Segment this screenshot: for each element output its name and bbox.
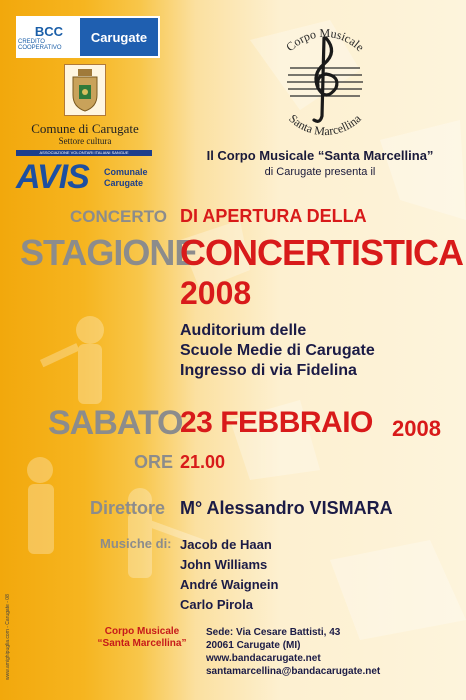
composer-item: Jacob de Haan [180,537,272,552]
bcc-sub-text: CREDITO COOPERATIVO [18,38,62,51]
intro-line-1: Il Corpo Musicale “Santa Marcellina” [206,148,434,163]
avis-logo: AVIS [16,158,89,196]
treble-clef-icon [260,18,390,143]
side-credit: www.amighipuglia.com - Carugate - 08 [5,594,11,680]
time: 21.00 [180,452,226,472]
day-label: SABATO [48,404,183,442]
footer-contacts [206,626,380,678]
direttore-label: Direttore [90,498,166,518]
headline-stagione: STAGIONE [20,232,198,273]
composer-list [180,535,278,615]
logo-top-text: Corpo Musicale [283,25,368,55]
headline-concertistica: CONCERTISTICA [180,232,463,273]
footer-city: 20061 Carugate (MI) [206,640,301,651]
composer-item: Carlo Pirola [180,597,253,612]
venue-line-2: Scuole Medie di Carugate [180,342,375,359]
avis-place: Carugate [104,178,144,188]
direttore-name: M° Alessandro VISMARA [180,498,393,518]
date-main: 23 FEBBRAIO [180,406,373,439]
avis-comunale-label: Comunale [104,167,148,177]
avis-bar: ASSOCIAZIONE VOLONTARI ITALIANI SANGUE [16,150,152,156]
footer-email: santamarcellina@bandacarugate.net [206,666,381,677]
date-year: 2008 [392,416,441,441]
footer-sede: Sede: Via Cesare Battisti, 43 [206,627,341,638]
composer-item: André Waignein [180,577,279,592]
headline-year: 2008 [180,275,252,311]
intro [180,148,460,178]
svg-text:Santa Marcellina [286,111,364,138]
headline-di-apertura: DI APERTURA DELLA [180,206,367,226]
footer-org [96,626,188,650]
avis-comunale [104,167,148,189]
bcc-logo-text: BCC [34,23,64,39]
footer-org-line-1: Corpo Musicale [104,626,180,637]
corpo-musicale-logo [260,18,390,143]
comune-sub: Settore cultura [58,136,112,146]
intro-line-2: di Carugate presenta il [264,166,376,178]
musiche-label: Musiche di: [100,536,172,551]
logo-bottom-text: Santa Marcellina [286,111,364,139]
comune-crest-icon [64,64,106,116]
comune-label [30,121,140,146]
bcc-sponsor-logo [16,16,160,58]
composer-item: John Williams [180,557,268,572]
venue-line-1: Auditorium delle [180,322,307,339]
bcc-name: Carugate [80,18,158,56]
footer-website: www.bandacarugate.net [206,653,321,664]
bcc-mark [18,18,80,56]
footer-org-line-2: “Santa Marcellina” [97,638,187,649]
venue-line-3: Ingresso di via Fidelina [180,362,357,379]
ore-label: ORE [134,452,174,472]
headline-concerto: CONCERTO [70,207,167,226]
comune-name: Comune di Carugate [31,121,139,136]
